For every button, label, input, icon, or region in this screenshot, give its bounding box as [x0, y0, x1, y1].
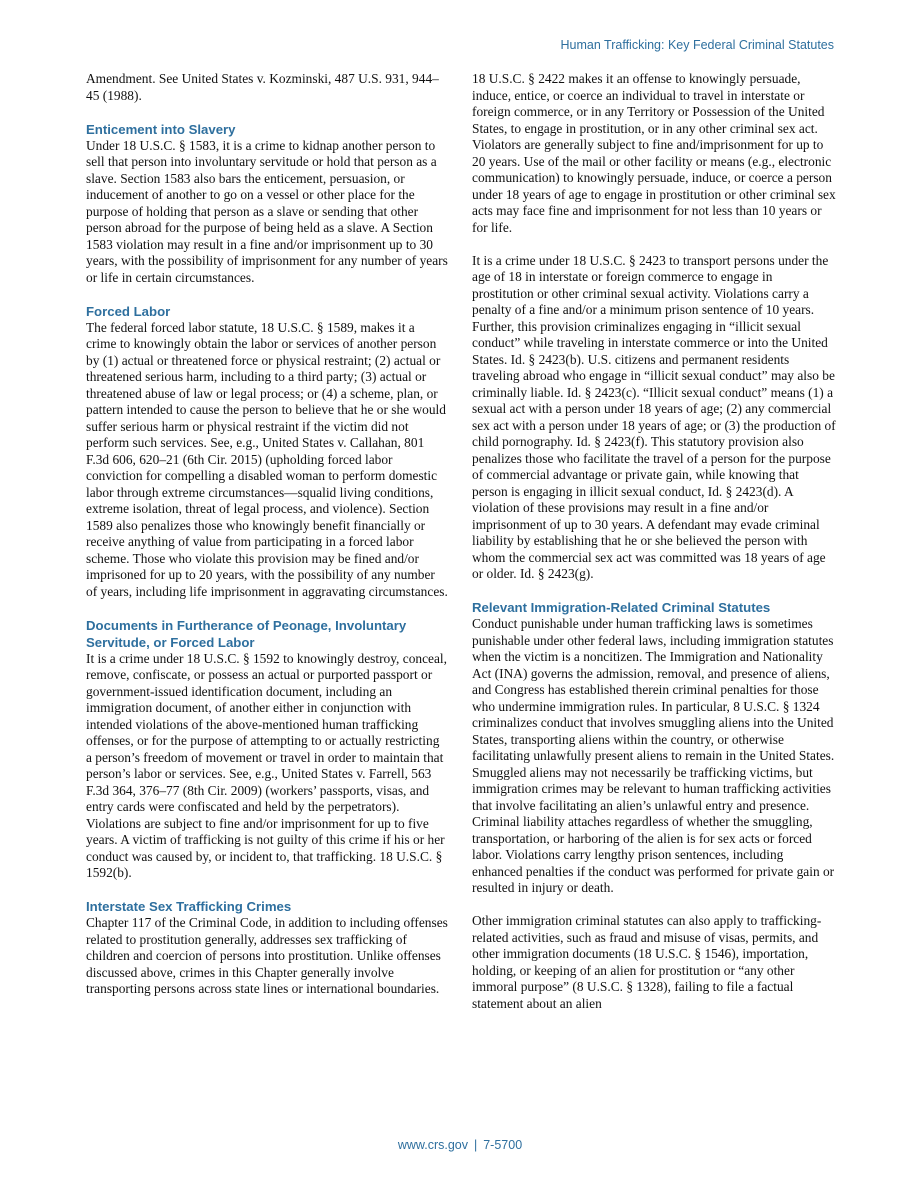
- section-body: Under 18 U.S.C. § 1583, it is a crime to kidnap another person to sell that person into involuntary servitude or hold that person as a slave. Section 1583 also bars the enticement, persuasion, or inducement of another to go on a vessel or other place for the purpose of holding that person as a slave or sending that other person abroad for the purpose of being held as a slave. A Section 1583 violation may result in a fine and/or imprisonment up to 30 years, with the possibility of imprisonment for any number of years or life in certain circumstances.: [86, 137, 448, 285]
- paragraph-2423: It is a crime under 18 U.S.C. § 2423 to transport persons under the age of 18 in interstate or foreign commerce to engage in prostitution or other criminal sexual activity. Violations carry a penalty of a fine and/or a minimum prison sentence of 10 years. Further, this provision criminalizes engaging in “illicit sexual conduct” while traveling in interstate commerce or into the United States. Id. § 2423(b). U.S. citizens and permanent residents traveling abroad who engage in “illicit sexual conduct” may also be criminally liable. Id. § 2423(c). “Illicit sexual conduct” means (1) a sexual act with a person under 18 years of age; (2) any commercial sex act with a person under 18 years of age; or (3) the production of child pornography. Id. § 2423(f). This statutory provision also penalizes those who facilitate the travel of a person for the purpose of commercial advantage or private gain, while knowing that person is engaging in illicit sexual conduct, Id. § 2423(d). A violation of these provisions may result in a fine and/or imprisonment of up to 30 years. A defendant may evade criminal liability by establishing that he or she believed the person with whom the commercial sex act was committed was 18 years of age or older. Id. § 2423(g).: [472, 252, 836, 581]
- left-column: [86, 71, 448, 1014]
- section-body: The federal forced labor statute, 18 U.S.C. § 1589, makes it a crime to knowingly obtain the labor or services of another person by (1) actual or threatened force or physical restraint; (2) actual or threatened serious harm, including to a third party; (3) actual or threatened abuse of law or legal process; or (4) a scheme, plan, or pattern intended to cause the person to believe that he or she would suffer serious harm or physical restraint if the victim did not perform such services. See, e.g., United States v. Callahan, 801 F.3d 606, 620–21 (6th Cir. 2015) (upholding forced labor conviction for compelling a disabled woman to perform domestic labor through extreme circumstances—squalid living conditions, extreme isolation, threat of legal process, and violence). Section 1589 also penalizes those who knowingly benefit financially or receive anything of value from participating in a forced labor scheme. Those who violate this provision may be fined and/or imprisoned for up to 20 years, with the possibility of any number of years, including life imprisonment in aggravating circumstances.: [86, 319, 448, 599]
- section-heading: Forced Labor: [86, 303, 171, 319]
- footer-separator: |: [473, 1138, 478, 1152]
- section-forced-labor: [86, 303, 448, 601]
- section-heading: Documents in Furtherance of Peonage, Involuntary Servitude, or Forced Labor: [86, 617, 407, 650]
- section-immigration: [472, 599, 836, 897]
- section-heading: Relevant Immigration-Related Criminal Statutes: [472, 600, 771, 615]
- paragraph-2422: 18 U.S.C. § 2422 makes it an offense to knowingly persuade, induce, entice, or coerce an individual to travel in interstate or foreign commerce, or in any Territory or Possession of the United States, to engage in prostitution, or in any other criminal sex act. Violators are generally subject to fine and/imprisonment for up to 20 years. Use of the mail or other facility or means (e.g., electronic communication) to knowingly persuade, induce, or coerce a person under 18 years of age to engage in prostitution or other criminal sex acts may face fine and imprisonment for not less than 10 years or for life.: [472, 71, 836, 235]
- section-documents: [86, 617, 448, 882]
- page-footer: [0, 1138, 920, 1152]
- intro-paragraph: Amendment. See United States v. Kozminski, 487 U.S. 931, 944–45 (1988).: [86, 71, 439, 103]
- running-header: Human Trafficking: Key Federal Criminal Statutes: [560, 38, 834, 52]
- section-body: Conduct punishable under human trafficking laws is sometimes punishable under other federal laws, including immigration statutes when the victim is a noncitizen. The Immigration and Nationality Act (INA) governs the admission, removal, and presence of aliens, and Congress has established therein criminal penalties for those who undermine immigration rules. In particular, 8 U.S.C. § 1324 criminalizes conduct that involves smuggling aliens into the United States, transporting aliens within the country, or otherwise facilitating unlawfully present aliens to remain in the United States. Smuggled aliens may not necessarily be trafficking victims, but immigration crimes may be relevant to human trafficking activities that involve facilitating an alien’s unlawful entry and presence. Criminal liability attaches regardless of whether the smuggling, transportation, or harboring of the alien is for sex acts or forced labor. Violations carry lengthy prison sentences, including enhanced penalties if the conduct was performed for private gain or resulted in injury or death.: [472, 616, 835, 895]
- footer-website[interactable]: www.crs.gov: [397, 1138, 468, 1152]
- section-heading: Interstate Sex Trafficking Crimes: [86, 899, 292, 914]
- section-body: It is a crime under 18 U.S.C. § 1592 to knowingly destroy, conceal, remove, confiscate, or possess an actual or purported passport or government-issued identification document, including an immigration document, of another either in conjunction with intended violations of the above-mentioned human trafficking offenses, or for the purpose of attempting to or actually restricting a person’s freedom of movement or travel in order to maintain that person’s labor or services. See, e.g., United States v. Farrell, 563 F.3d 364, 376–77 (8th Cir. 2009) (workers’ passports, visas, and entry cards were confiscated and held by the perpetrators). Violations are subject to fine and/or imprisonment for up to five years. A victim of trafficking is not guilty of this crime if his or her conduct was caused by, or incident to, that trafficking. 18 U.S.C. § 1592(b).: [86, 650, 447, 880]
- section-interstate: [86, 898, 448, 998]
- section-body: Chapter 117 of the Criminal Code, in addition to including offenses related to prostitution generally, addresses sex trafficking of children and coercion of persons into prostitution. Unlike offenses discussed above, crimes in this Chapter generally involve transporting persons across state lines or international boundaries.: [86, 915, 448, 996]
- paragraph-other-immigration: Other immigration criminal statutes can also apply to trafficking-related activities, such as fraud and misuse of visas, permits, and other immigration documents (18 U.S.C. § 1546), importation, holding, or keeping of an alien for prostitution or “any other immoral purpose” (8 U.S.C. § 1328), failing to file a factual statement about an alien: [472, 913, 822, 1011]
- section-heading: Enticement into Slavery: [86, 121, 236, 137]
- footer-code: 7-5700: [483, 1138, 523, 1152]
- right-column: [472, 71, 836, 1029]
- section-enticement: [86, 121, 448, 287]
